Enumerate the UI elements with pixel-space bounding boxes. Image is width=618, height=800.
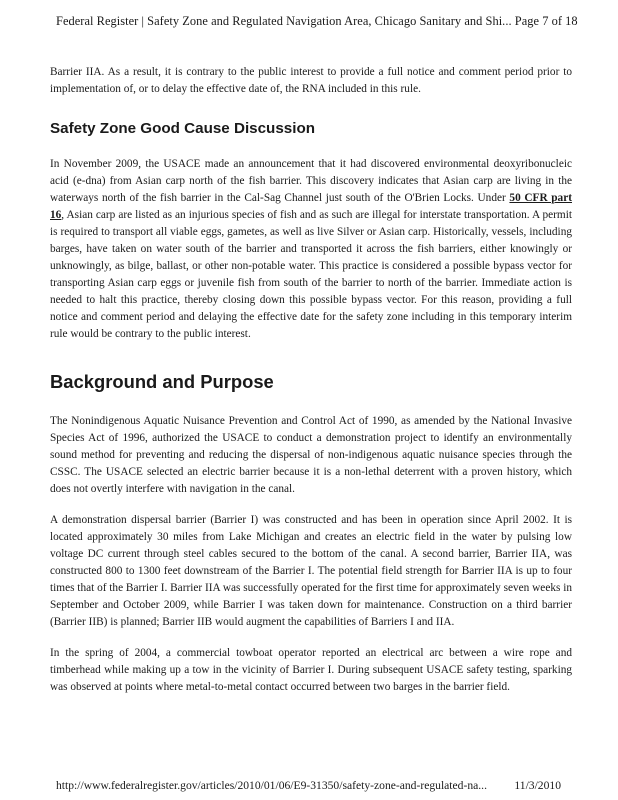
footer-date: 11/3/2010 [514, 779, 561, 792]
page-header [56, 14, 616, 29]
footer-url: http://www.federalregister.gov/articles/2010/01/06/E9-31350/safety-zone-and-regulated-na... [56, 779, 487, 792]
good-cause-text-end: , Asian carp are listed as an injurious species of fish and as such are illegal for interstate transportation. A permit is required to transport all viable eggs, gametes, as well as live Silver or Asian carp. Historically, vessels, including barges, have taken on water south of the barrier and transported it across the fish barriers, either knowingly or unknowingly, as bilge, ballast, or other non-potable water. This practice is considered a possible bypass vector for transporting Asian carp eggs or juvenile fish from south of the barrier to north of the barrier. Immediate action is needed to halt this practice, thereby closing down this possible bypass vector. For this reason, providing a full notice and comment period and delaying the effective date for the safety zone including in this temporary interim rule would be contrary to the public interest. [50, 209, 572, 340]
header-title: Federal Register | Safety Zone and Regulated Navigation Area, Chicago Sanitary and Shi... [56, 14, 512, 28]
background-heading: Background and Purpose [50, 371, 274, 392]
cfr-link[interactable]: 50 CFR part 16 [50, 192, 572, 221]
header-page-number: Page 7 of 18 [514, 14, 578, 28]
page-footer [56, 779, 616, 792]
good-cause-heading: Safety Zone Good Cause Discussion [50, 120, 315, 137]
background-paragraph-2: A demonstration dispersal barrier (Barrier I) was constructed and has been in operation since April 2002. It is located approximately 30 miles from Lake Michigan and creates an electric field in the water by pulsing low voltage DC current through steel cables secured to the bottom of the canal. A second barrier, Barrier IIA, was constructed 800 to 1300 feet downstream of the Barrier I. The potential field strength for Barrier IIA is up to four times that of the Barrier I. Barrier IIA was successfully operated for the first time for approximately seven weeks in September and October 2009, while Barrier I was taken down for maintenance. Construction on a third barrier (Barrier IIB) is planned; Barrier IIB would augment the capabilities of Barriers I and IIA. [50, 514, 572, 628]
good-cause-text-start: In November 2009, the USACE made an announcement that it had discovered environmental deoxyribonucleic acid (e-dna) from Asian carp north of the fish barrier. This discovery indicates that Asian carp are living in the waterways north of the fish barrier in the Cal-Sag Channel just south of the O'Brien Locks. Under [50, 158, 572, 204]
background-paragraph-1: The Nonindigenous Aquatic Nuisance Prevention and Control Act of 1990, as amended by the National Invasive Species Act of 1996, authorized the USACE to conduct a demonstration project to identify an environmentally sound method for preventing and reducing the dispersal of non-indigenous aquatic nuisance species through the CSSC. The USACE selected an electric barrier because it is a non-lethal deterrent with a proven history, which does not overtly interfere with navigation in the canal. [50, 415, 572, 495]
good-cause-paragraph [50, 156, 572, 343]
background-paragraph-3: In the spring of 2004, a commercial towboat operator reported an electrical arc between a wire rope and timberhead while making up a tow in the vicinity of Barrier I. During subsequent USACE safety testing, sparking was observed at points where metal-to-metal contact occurred between two barges in the barrier field. [50, 647, 572, 693]
intro-paragraph: Barrier IIA. As a result, it is contrary to the public interest to provide a full notice and comment period prior to implementation of, or to delay the effective date of, the RNA included in this rule. [50, 66, 572, 95]
article-body [50, 64, 572, 710]
